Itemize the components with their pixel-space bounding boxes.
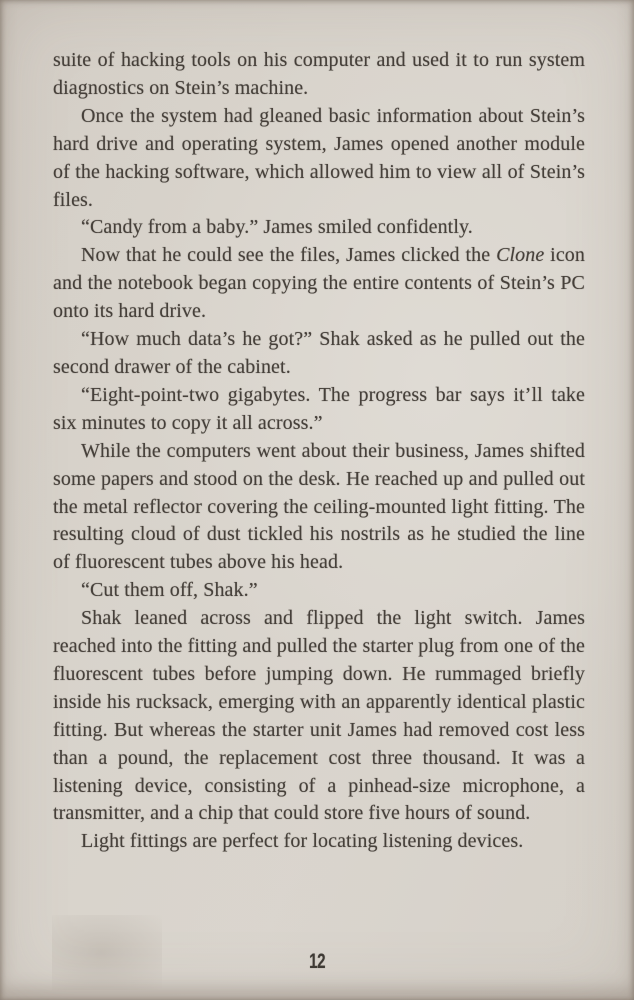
paragraph xyxy=(53,828,585,856)
paragraph xyxy=(53,242,585,326)
text-run: “Candy from a baby.” James smiled confidently. xyxy=(81,216,473,239)
page-number xyxy=(0,950,634,974)
paragraph xyxy=(53,326,585,382)
text-run: Shak leaned across and flipped the light switch. James reached into the fitting and pulled the starter plug from one of the fluorescent tubes before jumping down. He rummaged briefly inside his rucksack, emerging with an apparently identical plastic fitting. But whereas the starter unit James had removed cost less than a pound, the replacement cost three thousand. It was a listening device, consisting of a pinhead-size microphone, a transmitter, and a chip that could store five hours of sound. xyxy=(53,607,585,825)
text-run: Light fittings are perfect for locating listening devices. xyxy=(81,830,524,853)
text-run: Once the system had gleaned basic information about Stein’s hard drive and operating system, James opened another module of the hacking software, which allowed him to view all of Stein’s files. xyxy=(53,104,585,211)
text-run: “Cut them off, Shak.” xyxy=(81,579,258,602)
paragraph xyxy=(53,438,585,578)
paragraph xyxy=(53,103,585,215)
paragraph xyxy=(53,47,585,103)
text-run: icon and the notebook began copying the entire contents of Stein’s PC onto its hard drive. xyxy=(53,244,586,323)
text-run: Now that he could see the files, James clicked the xyxy=(81,244,497,267)
paragraph xyxy=(53,605,585,828)
text-run: “Eight-point-two gigabytes. The progress bar says it’ll take six minutes to copy it all across.” xyxy=(53,383,585,434)
paragraph xyxy=(53,577,585,605)
text-run: “How much data’s he got?” Shak asked as he pulled out the second drawer of the cabinet. xyxy=(53,328,585,378)
text-run: While the computers went about their business, James shifted some papers and stood on the desk. He reached up and pulled out the metal reflector covering the ceiling-mounted light fitting. The resulting cloud of dust tickled his nostrils as he studied the line of fluorescent tubes above his head. xyxy=(53,439,585,574)
text-run: suite of hacking tools on his computer and used it to run system diagnostics on Stein’s machine. xyxy=(53,49,585,99)
paragraph xyxy=(53,214,585,242)
paragraph xyxy=(53,382,585,438)
page-text xyxy=(53,47,585,856)
italic-text-run: Clone xyxy=(496,244,545,267)
page-number-value: 12 xyxy=(308,950,326,973)
